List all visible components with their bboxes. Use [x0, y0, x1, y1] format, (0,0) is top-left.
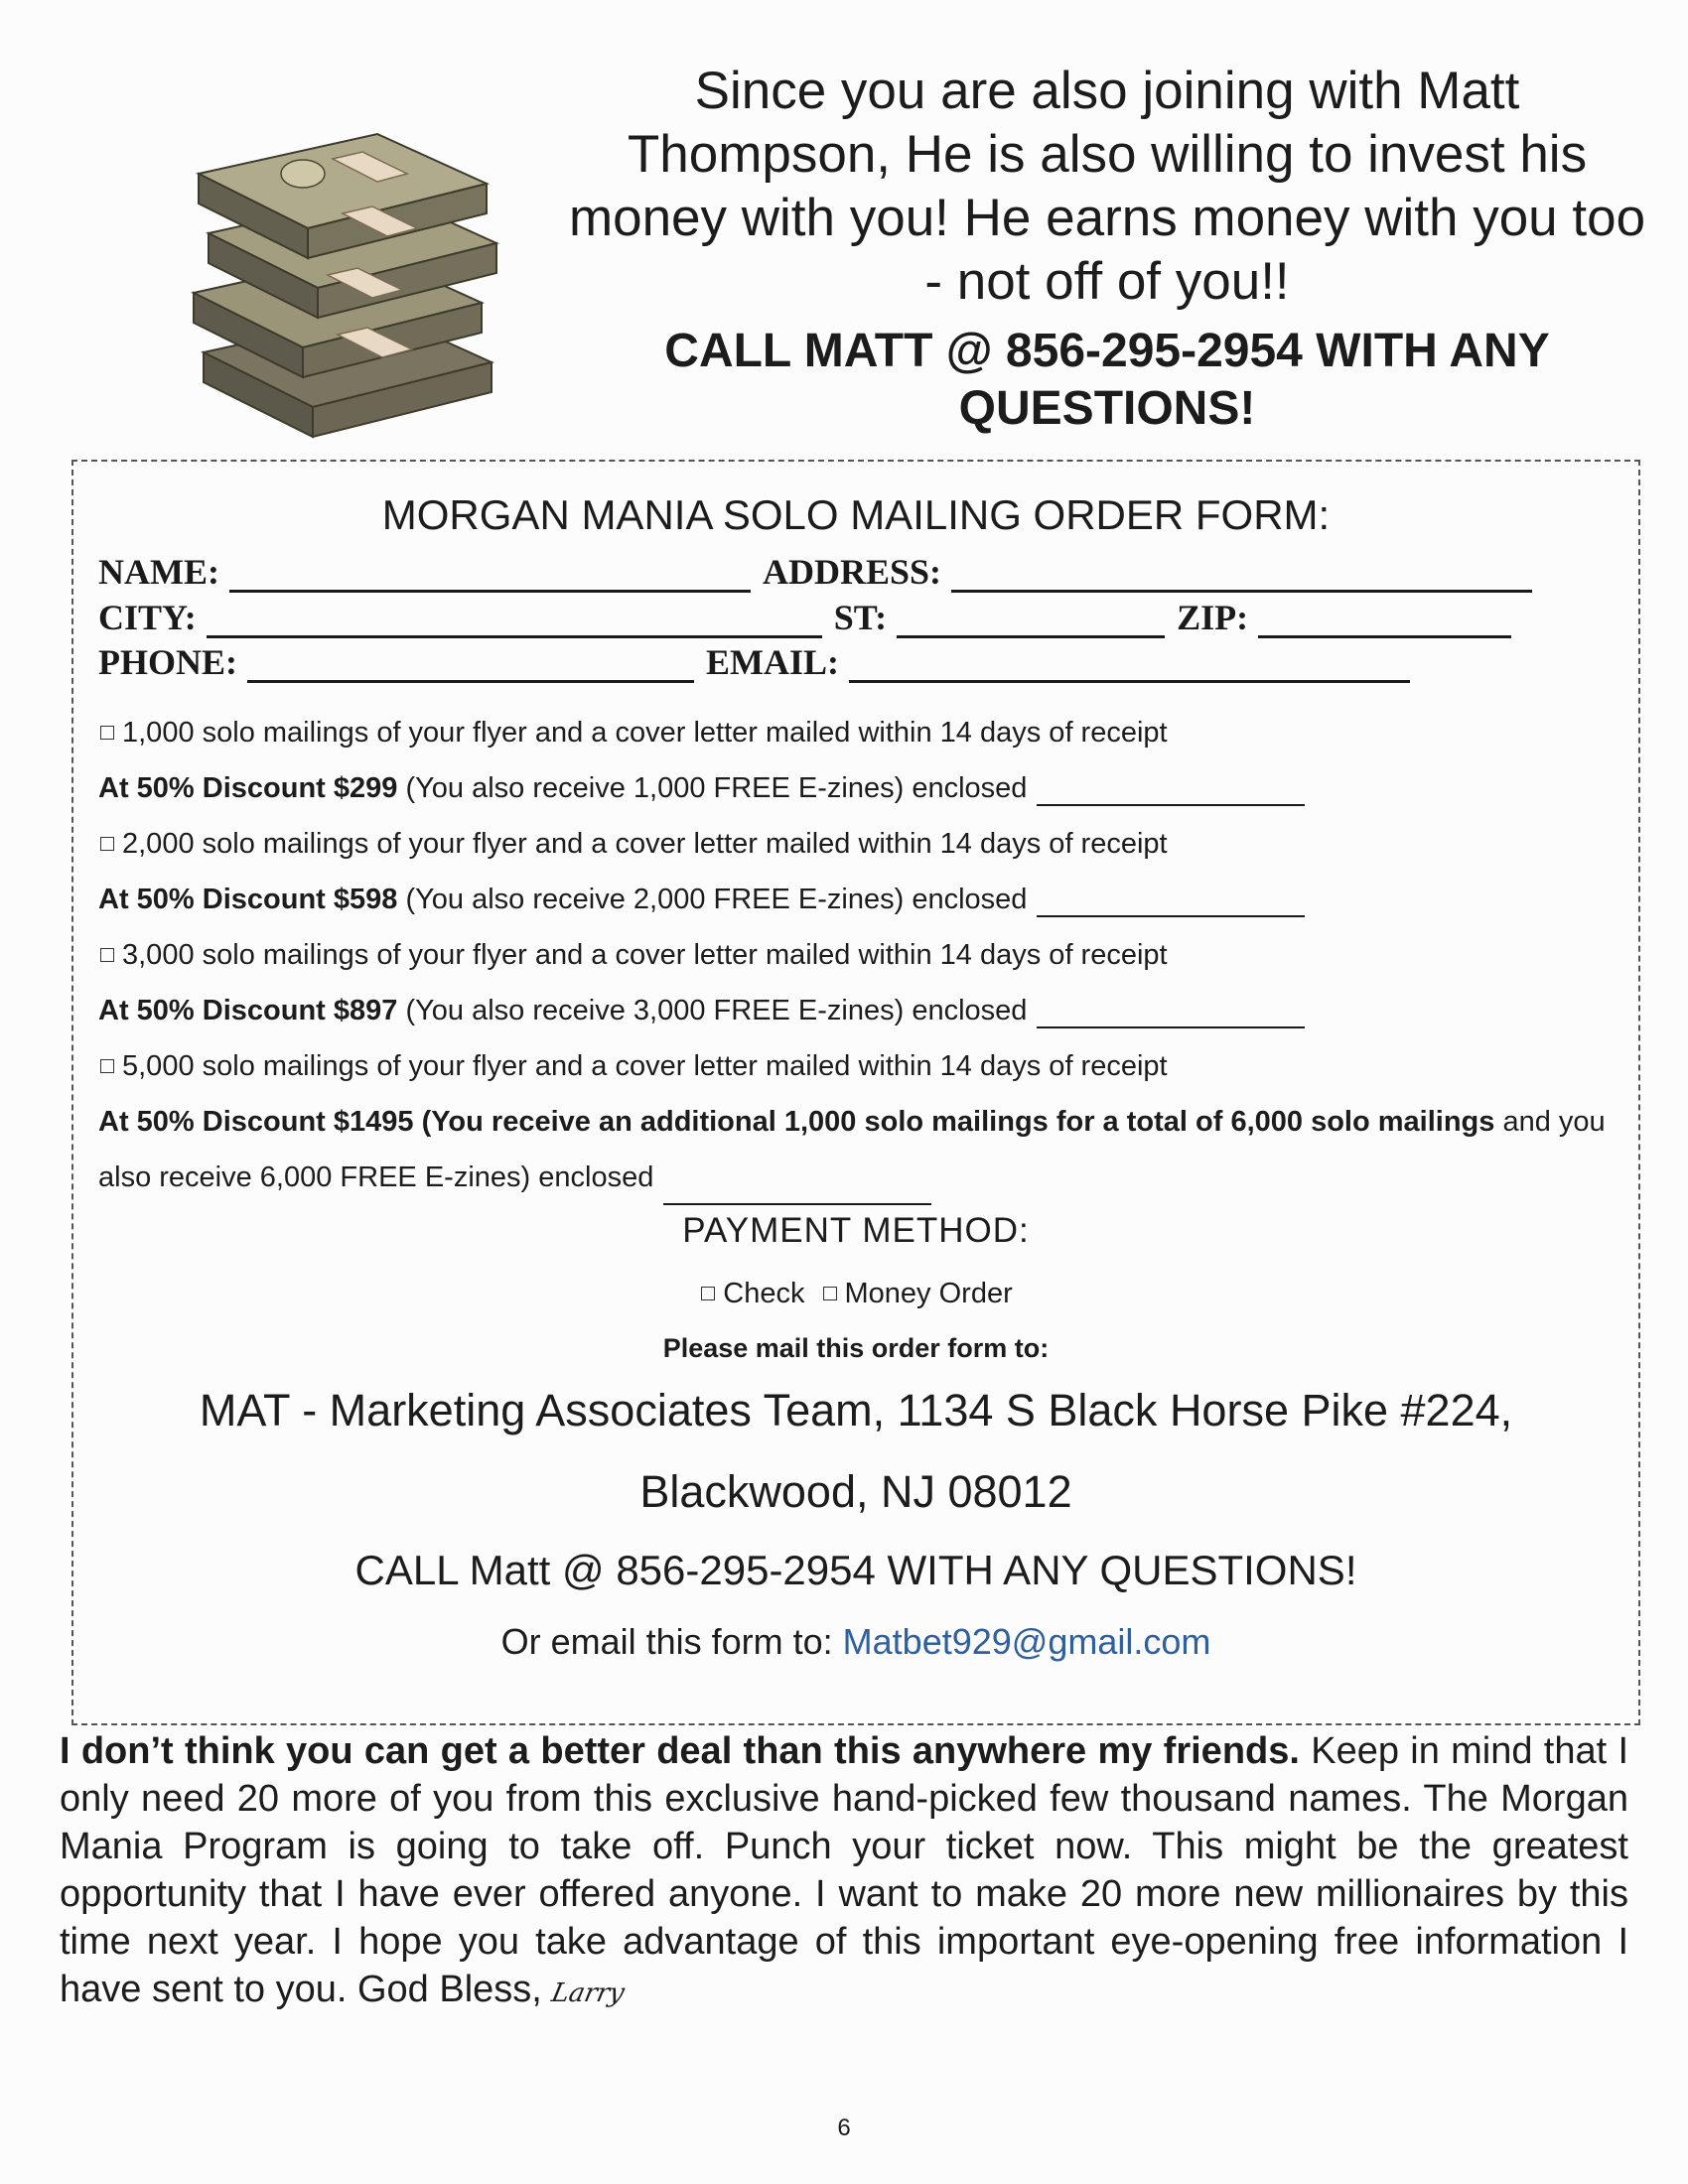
option-1000-price — [98, 770, 1618, 806]
option-2000-enclosed-field[interactable] — [1037, 887, 1305, 917]
form-title: MORGAN MANIA SOLO MAILING ORDER FORM: — [381, 491, 1331, 538]
money-stack-icon — [184, 104, 516, 452]
option-5000-desc: 5,000 solo mailings of your flyer and a cover letter mailed within 14 days of receipt — [122, 1050, 1168, 1082]
option-3000-price — [98, 993, 1618, 1028]
money-order-checkbox[interactable] — [823, 1287, 837, 1300]
option-5000-price — [98, 1094, 1647, 1205]
option-3000-enclosed-field[interactable] — [1037, 999, 1305, 1028]
checkbox-2000[interactable] — [100, 837, 114, 851]
option-2000 — [98, 826, 1618, 862]
city-st-zip-row — [98, 593, 1618, 638]
address-label: ADDRESS: — [762, 552, 942, 592]
name-address-row — [98, 547, 1618, 593]
page-number: 6 — [837, 2115, 851, 2141]
closing-lead: I don’t think you can get a better deal than this anywhere my friends. — [60, 1730, 1300, 1772]
option-3000-desc: 3,000 solo mailings of your flyer and a cover letter mailed within 14 days of receipt — [122, 939, 1168, 971]
order-form — [71, 460, 1640, 1725]
email-form-line — [73, 1621, 1638, 1663]
email-link[interactable]: Matbet929@gmail.com — [842, 1621, 1211, 1662]
email-prefix: Or email this form to: — [500, 1621, 843, 1662]
check-checkbox[interactable] — [701, 1287, 715, 1300]
option-5000-enclosed-field[interactable] — [663, 1175, 931, 1205]
st-field[interactable] — [897, 602, 1165, 638]
option-1000 — [98, 715, 1618, 751]
option-3000 — [98, 937, 1618, 973]
option-1000-enclosed-field[interactable] — [1037, 776, 1305, 806]
money-order-label: Money Order — [844, 1278, 1013, 1309]
phone-label: PHONE: — [98, 642, 237, 682]
option-5000 — [98, 1048, 1618, 1084]
option-3000-price-rest: (You also receive 3,000 FREE E-zines) enclosed — [397, 995, 1028, 1026]
checkbox-3000[interactable] — [100, 948, 114, 962]
option-5000-price-rest: and you also receive 6,000 FREE E-zines) enclosed — [98, 1106, 1606, 1193]
option-1000-price-bold: At 50% Discount $299 — [98, 772, 398, 804]
city-field[interactable] — [207, 602, 822, 638]
name-field[interactable] — [229, 556, 751, 593]
option-2000-price-rest: (You also receive 2,000 FREE E-zines) enclosed — [397, 884, 1028, 915]
city-label: CITY: — [98, 598, 197, 637]
option-2000-price — [98, 882, 1618, 917]
closing-body: Keep in mind that I only need 20 more of you from this exclusive hand-picked few thousand names. The Morgan Mania Program is going to take off. Punch your ticket now. This might be the greatest opportunity that I have ever offered anyone. I want to make 20 more new millionaires by this time next year. I hope you take advantage of this important eye-opening free information I have sent to you. God Bless, — [60, 1730, 1628, 2010]
option-5000-price-bold: At 50% Discount $1495 (You receive an additional 1,000 solo mailings for a total of 6,000 solo mailings — [98, 1106, 1495, 1138]
option-1000-desc: 1,000 solo mailings of your flyer and a cover letter mailed within 14 days of receipt — [122, 717, 1168, 749]
option-1000-price-rest: (You also receive 1,000 FREE E-zines) enclosed — [397, 772, 1028, 804]
email-field[interactable] — [849, 646, 1410, 683]
zip-label: ZIP: — [1177, 598, 1249, 637]
option-3000-price-bold: At 50% Discount $897 — [98, 995, 398, 1026]
zip-field[interactable] — [1258, 602, 1511, 638]
call-matt-line: CALL Matt @ 856-295-2954 WITH ANY QUESTIONS! — [354, 1547, 1357, 1593]
option-2000-desc: 2,000 solo mailings of your flyer and a cover letter mailed within 14 days of receipt — [122, 828, 1168, 860]
mailing-address-line1: MAT - Marketing Associates Team, 1134 S Black Horse Pike #224, — [199, 1385, 1513, 1435]
checkbox-1000[interactable] — [100, 726, 114, 740]
name-label: NAME: — [98, 552, 219, 592]
option-2000-price-bold: At 50% Discount $598 — [98, 884, 398, 915]
checkbox-5000[interactable] — [100, 1059, 114, 1073]
phone-field[interactable] — [247, 646, 694, 683]
payment-options — [73, 1278, 1638, 1310]
payment-method-title: PAYMENT METHOD: — [682, 1211, 1030, 1250]
intro-text: Since you are also joining with Matt Thompson, He is also willing to invest his money with you! He earns money with you too - not off of you!! — [568, 62, 1646, 311]
mailing-address-line2: Blackwood, NJ 08012 — [639, 1466, 1072, 1517]
st-label: ST: — [833, 598, 888, 637]
address-field[interactable] — [951, 556, 1532, 593]
phone-email-row — [98, 637, 1618, 683]
signature: Larry — [549, 1979, 628, 2008]
mail-to-label: Please mail this order form to: — [662, 1333, 1050, 1363]
closing-paragraph — [60, 1727, 1628, 2017]
email-label: EMAIL: — [706, 642, 839, 682]
call-matt-heading: CALL MATT @ 856-295-2954 WITH ANY QUESTIONS! — [664, 325, 1550, 435]
check-label: Check — [723, 1278, 805, 1309]
